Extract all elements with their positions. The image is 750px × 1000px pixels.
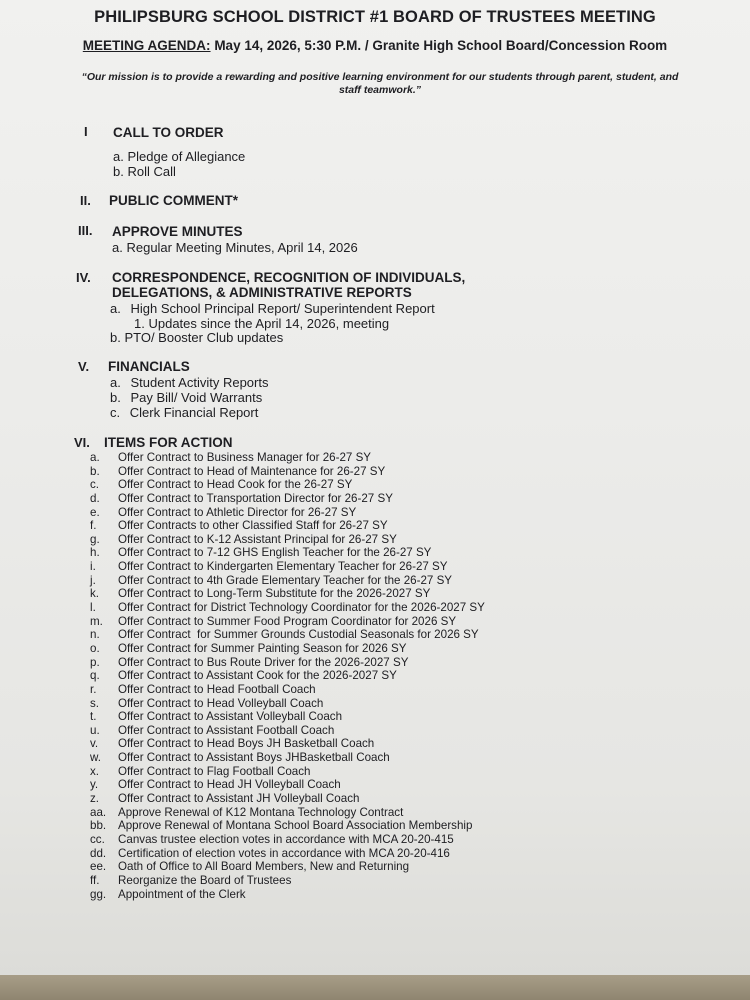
item-text: Canvas trustee election votes in accordance with MCA 20-20-415 (118, 832, 454, 846)
action-item (90, 874, 690, 888)
item-text: Offer Contract to Assistant Boys JHBasketball Coach (118, 751, 390, 765)
item-text: Offer Contract to Head of Maintenance for 26-27 SY (118, 464, 386, 478)
item-text: Offer Contract to Head Volleyball Coach (118, 696, 324, 710)
item-text: Pay Bill/ Void Warrants (130, 390, 263, 405)
action-item (90, 819, 690, 833)
list-item (134, 316, 389, 331)
section-number: IV. (76, 270, 91, 285)
item-label: c. (90, 478, 100, 492)
desk-surface (0, 975, 750, 1000)
item-label: r. (90, 682, 97, 696)
item-text: Offer Contract to Head Boys JH Basketball Coach (118, 737, 375, 751)
item-text: Offer Contract to Business Manager for 26-27 SY (118, 451, 372, 464)
list-item (112, 240, 358, 255)
list-item (113, 149, 245, 164)
action-item (90, 806, 690, 820)
action-item (90, 888, 690, 902)
item-label: i. (90, 560, 96, 574)
section-number: V. (78, 359, 90, 374)
item-label: k. (90, 587, 100, 601)
item-text: Pledge of Allegiance (127, 149, 246, 164)
item-label: dd. (90, 846, 107, 860)
item-label: b. (110, 390, 121, 405)
item-text: Approve Renewal of Montana School Board Association Membership (118, 819, 473, 833)
item-text: Offer Contract to Summer Food Program Coordinator for 2026 SY (118, 614, 457, 628)
section-title-line-1: CORRESPONDENCE, RECOGNITION OF INDIVIDUALS, (112, 270, 466, 285)
section-title (112, 270, 465, 300)
action-item (90, 792, 690, 806)
action-item (90, 615, 690, 629)
action-item (90, 737, 690, 751)
item-label: t. (90, 710, 97, 724)
action-item (90, 560, 690, 574)
list-item (110, 330, 283, 345)
item-text: Offer Contract to Transportation Director for 26-27 SY (118, 491, 393, 505)
item-text: Offer Contract to Head Cook for the 26-27 SY (118, 478, 353, 492)
item-text: Offer Contract to Head Football Coach (118, 682, 316, 696)
item-text: Offer Contract to Athletic Director for 26-27 SY (118, 505, 357, 519)
item-label: u. (90, 723, 100, 737)
action-item (90, 669, 690, 683)
item-label: j. (90, 573, 96, 587)
action-item (90, 465, 690, 479)
item-label: ff. (90, 873, 100, 887)
item-label: l. (90, 601, 96, 615)
item-text: Offer Contract to Assistant Football Coach (118, 723, 335, 737)
document-title: PHILIPSBURG SCHOOL DISTRICT #1 BOARD OF TRUSTEES MEETING (94, 8, 656, 26)
action-item (90, 765, 690, 779)
action-item (90, 506, 690, 520)
list-item (110, 375, 268, 390)
section-number: I (84, 124, 88, 139)
item-text: Offer Contract to Kindergarten Elementary Teacher for 26-27 SY (118, 560, 448, 574)
item-text: Reorganize the Board of Trustees (118, 873, 292, 887)
item-label: b. (110, 330, 121, 345)
item-label: b. (90, 464, 100, 478)
item-text: Regular Meeting Minutes, April 14, 2026 (126, 240, 358, 255)
item-text: Offer Contract for Summer Painting Season for 2026 SY (118, 641, 407, 655)
action-item (90, 533, 690, 547)
item-label: n. (90, 628, 100, 642)
list-item (113, 164, 176, 179)
action-item (90, 710, 690, 724)
list-item (110, 301, 435, 316)
item-text: Offer Contract to Assistant Volleyball Coach (118, 710, 343, 724)
action-item (90, 860, 690, 874)
item-label: ee. (90, 860, 107, 874)
list-item (110, 405, 258, 420)
item-label: w. (90, 751, 101, 765)
item-label: a. (112, 240, 123, 255)
item-label: gg. (90, 887, 107, 901)
item-text: Roll Call (127, 164, 176, 179)
item-text: Offer Contract to Bus Route Driver for the 2026-2027 SY (118, 655, 409, 669)
mission-statement (70, 71, 690, 97)
item-text: Offer Contract for District Technology Coordinator for the 2026-2027 SY (118, 601, 485, 615)
action-item (90, 833, 690, 847)
item-text: High School Principal Report/ Superintendent Report (130, 301, 435, 316)
action-item (90, 683, 690, 697)
action-item (90, 697, 690, 711)
item-text: Offer Contract to Assistant JH Volleyball Coach (118, 792, 360, 806)
agenda-line (0, 38, 750, 53)
action-item (90, 751, 690, 765)
item-text: PTO/ Booster Club updates (124, 330, 284, 345)
item-label: q. (90, 669, 100, 683)
action-item (90, 847, 690, 861)
agenda-details: May 14, 2026, 5:30 P.M. / Granite High School Board/Concession Room (214, 38, 668, 53)
item-text: Offer Contract to 4th Grade Elementary Teacher for the 26-27 SY (118, 573, 453, 587)
action-item (90, 656, 690, 670)
item-label: a. (110, 301, 121, 316)
item-text: Oath of Office to All Board Members, New and Returning (118, 860, 410, 874)
item-label: m. (90, 614, 103, 628)
item-text: Offer Contract to Head JH Volleyball Coach (118, 778, 341, 792)
item-label: a. (113, 149, 124, 164)
item-text: Appointment of the Clerk (118, 887, 246, 901)
section-title-line-2: DELEGATIONS, & ADMINISTRATIVE REPORTS (112, 285, 412, 300)
item-label: y. (90, 778, 99, 792)
action-item (90, 574, 690, 588)
item-text: Offer Contract to Long-Term Substitute for the 2026-2027 SY (118, 587, 431, 601)
item-text: Student Activity Reports (130, 375, 269, 390)
action-item (90, 601, 690, 615)
action-item (90, 628, 690, 642)
action-item (90, 492, 690, 506)
item-text: Offer Contracts to other Classified Staff for 26-27 SY (118, 519, 388, 533)
action-item (90, 519, 690, 533)
item-label: x. (90, 764, 100, 778)
item-text: Certification of election votes in accordance with MCA 20-20-416 (118, 846, 450, 860)
section-number: VI. (74, 435, 90, 450)
mission-line-2: staff teamwork.” (338, 84, 422, 96)
item-label: s. (90, 696, 100, 710)
item-text: Updates since the April 14, 2026, meeting (148, 316, 390, 331)
list-item (110, 390, 262, 405)
action-items-list (90, 451, 690, 901)
action-item (90, 587, 690, 601)
action-item (90, 546, 690, 560)
item-text: Offer Contract to K-12 Assistant Principal for 26-27 SY (118, 532, 397, 546)
item-label: 1. (134, 316, 145, 331)
section-title: ITEMS FOR ACTION (104, 435, 233, 450)
item-label: z. (90, 792, 100, 806)
section-title: APPROVE MINUTES (112, 224, 243, 239)
section-number: III. (78, 223, 93, 238)
item-label: aa. (90, 805, 107, 819)
item-text: Clerk Financial Report (129, 405, 259, 420)
item-label: a. (90, 451, 100, 464)
item-label: d. (90, 491, 100, 505)
item-label: v. (90, 737, 99, 751)
section-title: CALL TO ORDER (113, 125, 224, 140)
item-text: Offer Contract for Summer Grounds Custodial Seasonals for 2026 SY (118, 628, 479, 642)
item-label: h. (90, 546, 100, 560)
action-item (90, 478, 690, 492)
item-text: Offer Contract to 7-12 GHS English Teacher for the 26-27 SY (118, 546, 432, 560)
item-label: o. (90, 641, 100, 655)
item-label: e. (90, 505, 100, 519)
agenda-label: MEETING AGENDA: (82, 38, 211, 53)
action-item (90, 724, 690, 738)
action-item (90, 778, 690, 792)
item-label: bb. (90, 819, 107, 833)
item-label: cc. (90, 832, 105, 846)
section-title: FINANCIALS (108, 359, 190, 374)
section-title: PUBLIC COMMENT* (109, 193, 238, 208)
item-label: b. (113, 164, 124, 179)
item-text: Approve Renewal of K12 Montana Technology Contract (118, 805, 404, 819)
section-number: II. (80, 193, 91, 208)
item-label: c. (110, 405, 121, 420)
item-text: Offer Contract to Flag Football Coach (118, 764, 311, 778)
item-label: p. (90, 655, 100, 669)
item-label: g. (90, 532, 100, 546)
item-label: a. (110, 375, 121, 390)
item-text: Offer Contract to Assistant Cook for the 2026-2027 SY (118, 669, 397, 683)
mission-line-1: “Our mission is to provide a rewarding and positive learning environment for our students through parent, student, and (81, 71, 679, 83)
action-item (90, 642, 690, 656)
item-label: f. (90, 519, 97, 533)
action-item (90, 451, 690, 465)
